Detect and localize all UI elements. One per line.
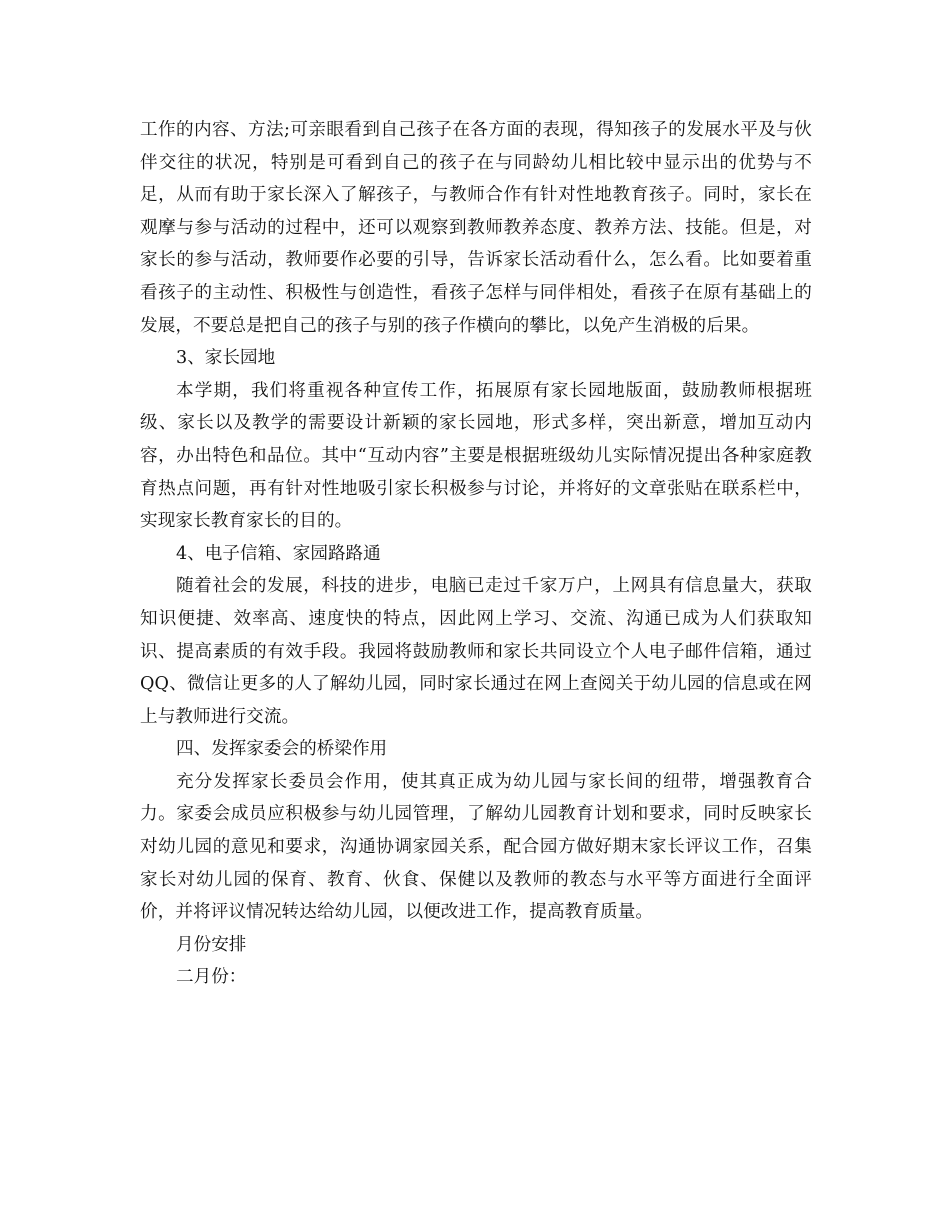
- document-page: [140, 114, 812, 994]
- paragraph-parent-observation: 工作的内容、方法;可亲眼看到自己孩子在各方面的表现，得知孩子的发展水平及与伙伴交往的状况，特别是可看到自己的孩子在与同龄幼儿相比较中显示出的优势与不足，从而有助于家长深入了解孩子，与教师合作有针对性地教育孩子。同时，家长在观摩与参与活动的过程中，还可以观察到教师教养态度、教养方法、技能。但是，对家长的参与活动，教师要作必要的引导，告诉家长活动看什么，怎么看。比如要着重看孩子的主动性、积极性与创造性，看孩子怎样与同伴相处，看孩子在原有基础上的发展，不要总是把自己的孩子与别的孩子作横向的攀比，以免产生消极的后果。: [140, 120, 812, 336]
- section-heading-parent-corner: 3、家长园地: [176, 348, 276, 369]
- paragraph-email-mailbox: 随着社会的发展，科技的进步，电脑已走过千家万户，上网具有信息量大，获取知识便捷、效率高、速度快的特点，因此网上学习、交流、沟通已成为人们获取知识、提高素质的有效手段。我园将鼓励教师和家长共同设立个人电子邮件信箱，通过QQ、微信让更多的人了解幼儿园，同时家长通过在网上查阅关于幼儿园的信息或在网上与教师进行交流。: [140, 576, 812, 727]
- section-heading-parent-committee: 四、发挥家委会的桥梁作用: [176, 739, 388, 760]
- section-heading-february: 二月份：: [176, 967, 247, 988]
- paragraph-parent-corner: 本学期，我们将重视各种宣传工作，拓展原有家长园地版面，鼓励教师根据班级、家长以及教学的需要设计新颖的家长园地，形式多样，突出新意，增加互动内容，办出特色和品位。其中“互动内容”主要是根据班级幼儿实际情况提出各种家庭教育热点问题，再有针对性地吸引家长积极参与讨论，并将好的文章张贴在联系栏中，实现家长教育家长的目的。: [140, 380, 812, 532]
- section-heading-email-mailbox: 4、电子信箱、家园路路通: [176, 543, 381, 564]
- section-heading-monthly-schedule: 月份安排: [176, 934, 247, 955]
- paragraph-parent-committee: 充分发挥家长委员会作用，使其真正成为幼儿园与家长间的纽带，增强教育合力。家委会成员应积极参与幼儿园管理，了解幼儿园教育计划和要求，同时反映家长对幼儿园的意见和要求，沟通协调家园关系，配合园方做好期末家长评议工作，召集家长对幼儿园的保育、教育、伙食、保健以及教师的教态与水平等方面进行全面评价，并将评议情况转达给幼儿园，以便改进工作，提高教育质量。: [140, 771, 812, 923]
